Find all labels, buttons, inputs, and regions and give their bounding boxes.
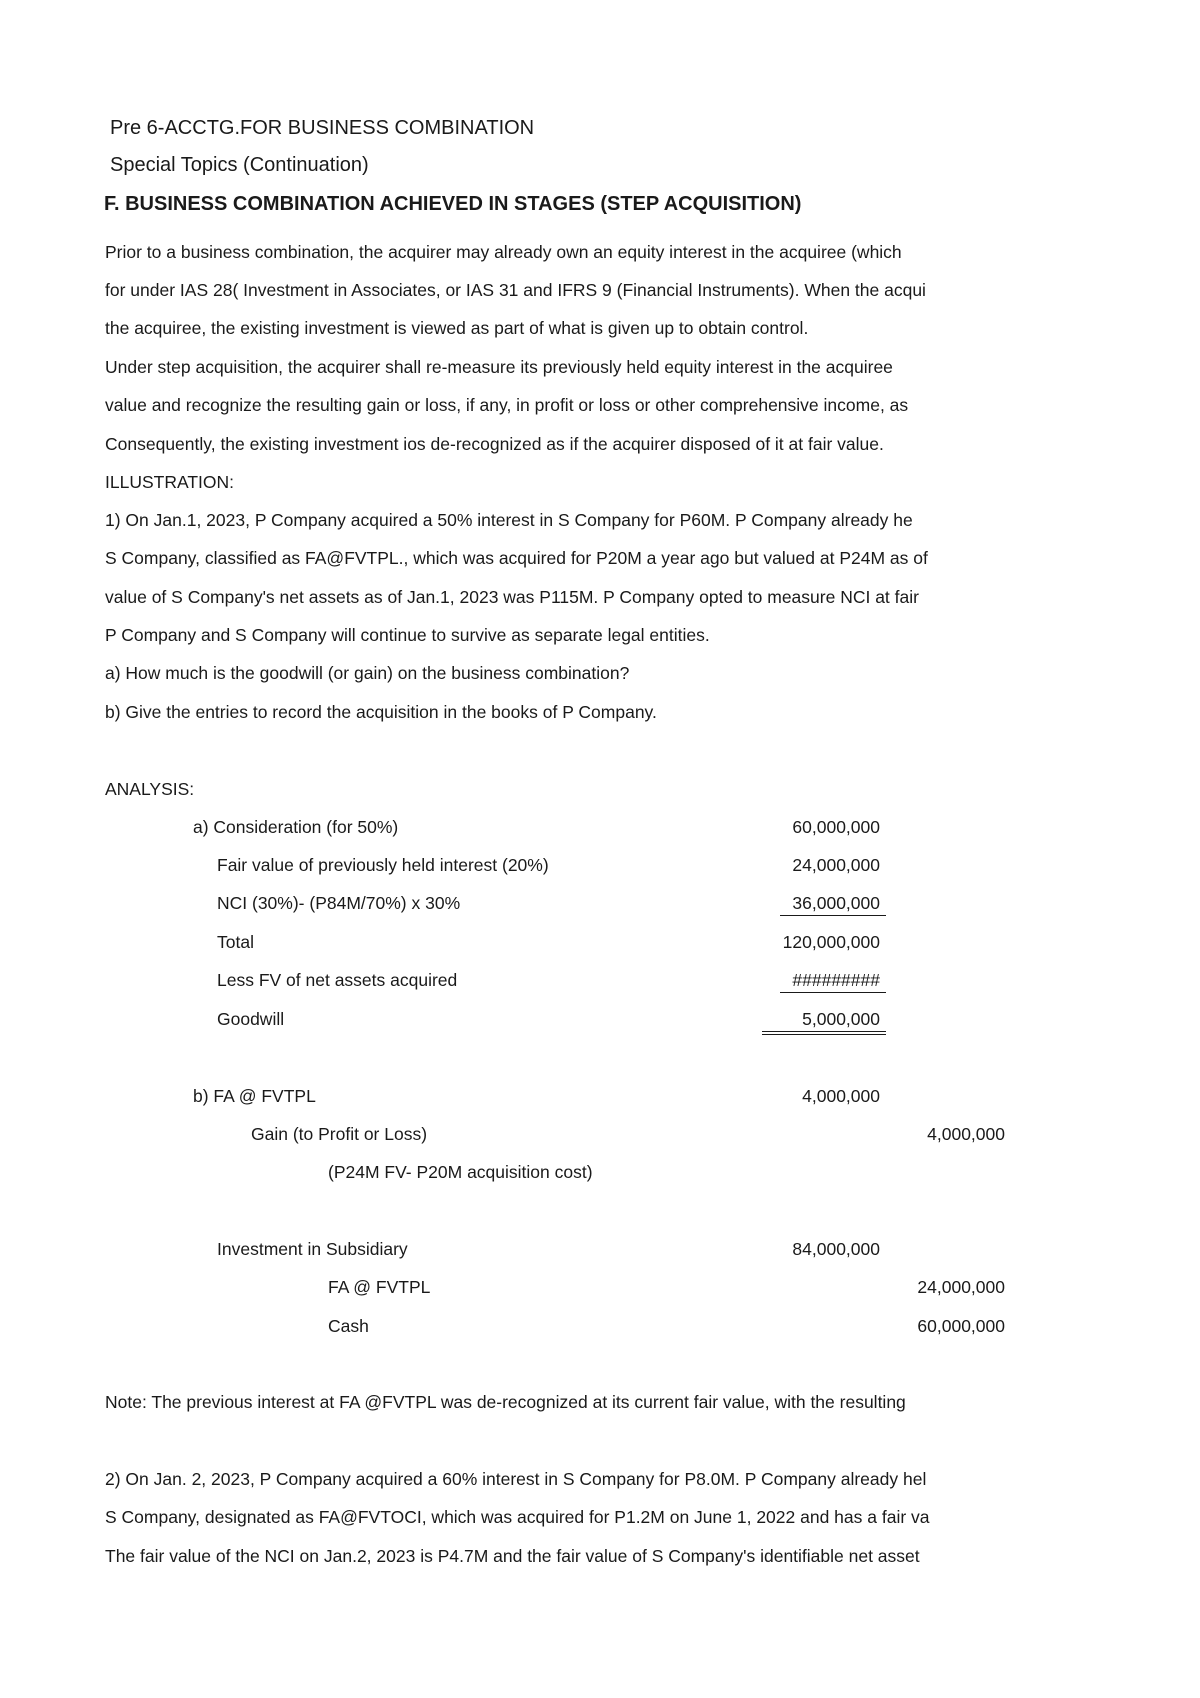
problem1-question-b: b) Give the entries to record the acquisition in the books of P Company.	[105, 702, 657, 722]
entry2-debit-amount: 84,000,000	[792, 1239, 880, 1259]
note-text: Note: The previous interest at FA @FVTPL was de-recognized at its current fair value, with the resulting	[105, 1392, 906, 1412]
entry1-credit-amount: 4,000,000	[927, 1124, 1005, 1144]
part-a-row-label: NCI (30%)- (P84M/70%) x 30%	[217, 893, 461, 913]
part-a-row-amount-underlined: #########	[780, 969, 886, 993]
course-title: Pre 6-ACCTG.FOR BUSINESS COMBINATION	[110, 117, 535, 139]
part-a-row-amount: 60,000,000	[792, 817, 880, 837]
part-a-goodwill-label: Goodwill	[217, 1009, 285, 1029]
part-a-row-label: Less FV of net assets acquired	[217, 970, 458, 990]
entry2-credit1-amount: 24,000,000	[917, 1277, 1005, 1297]
part-a-row-amount: 24,000,000	[792, 855, 880, 875]
intro-line: value and recognize the resulting gain or loss, if any, in profit or loss or other comprehensive income, as	[105, 395, 909, 415]
illustration-label: ILLUSTRATION:	[105, 472, 235, 492]
entry2-credit1-label: FA @ FVTPL	[328, 1277, 431, 1297]
problem2-line: 2) On Jan. 2, 2023, P Company acquired a 60% interest in S Company for P8.0M. P Company already hel	[105, 1469, 927, 1489]
intro-line: Prior to a business combination, the acquirer may already own an equity interest in the acquiree (which	[105, 242, 902, 262]
problem1-line: P Company and S Company will continue to survive as separate legal entities.	[105, 625, 710, 645]
intro-line: the acquiree, the existing investment is viewed as part of what is given up to obtain control.	[105, 318, 809, 338]
intro-line: for under IAS 28( Investment in Associates, or IAS 31 and IFRS 9 (Financial Instruments). When the acqui	[105, 280, 926, 300]
entry1-debit-label: b) FA @ FVTPL	[193, 1086, 316, 1106]
part-a-row-amount-underlined: 36,000,000	[780, 892, 886, 916]
problem1-line: 1) On Jan.1, 2023, P Company acquired a 50% interest in S Company for P60M. P Company already he	[105, 510, 913, 530]
entry1-debit-amount: 4,000,000	[802, 1086, 880, 1106]
part-a-row-label: Fair value of previously held interest (20%)	[217, 855, 549, 875]
problem1-line: value of S Company's net assets as of Jan.1, 2023 was P115M. P Company opted to measure NCI at fair	[105, 587, 919, 607]
problem2-line: S Company, designated as FA@FVTOCI, which was acquired for P1.2M on June 1, 2022 and has a fair va	[105, 1507, 930, 1527]
intro-line: Under step acquisition, the acquirer shall re-measure its previously held equity interest in the acquiree	[105, 357, 893, 377]
problem2-line: The fair value of the NCI on Jan.2, 2023 is P4.7M and the fair value of S Company's identifiable net asset	[105, 1546, 920, 1566]
entry2-debit-label: Investment in Subsidiary	[217, 1239, 408, 1259]
entry2-credit2-amount: 60,000,000	[917, 1316, 1005, 1336]
analysis-label: ANALYSIS:	[105, 779, 195, 799]
part-a-row-amount: 120,000,000	[782, 932, 880, 952]
intro-line: Consequently, the existing investment ios de-recognized as if the acquirer disposed of it at fair value.	[105, 434, 884, 454]
entry1-explanation: (P24M FV- P20M acquisition cost)	[328, 1162, 593, 1182]
section-heading: F. BUSINESS COMBINATION ACHIEVED IN STAGES (STEP ACQUISITION)	[104, 193, 802, 215]
subtitle: Special Topics (Continuation)	[110, 154, 369, 176]
part-a-row-label: a) Consideration (for 50%)	[193, 817, 399, 837]
entry1-credit-label: Gain (to Profit or Loss)	[251, 1124, 428, 1144]
part-a-goodwill-amount: 5,000,000	[762, 1008, 886, 1035]
entry2-credit2-label: Cash	[328, 1316, 369, 1336]
part-a-row-label: Total	[217, 932, 254, 952]
problem1-line: S Company, classified as FA@FVTPL., which was acquired for P20M a year ago but valued at P24M as of	[105, 548, 928, 568]
problem1-question-a: a) How much is the goodwill (or gain) on the business combination?	[105, 663, 630, 683]
